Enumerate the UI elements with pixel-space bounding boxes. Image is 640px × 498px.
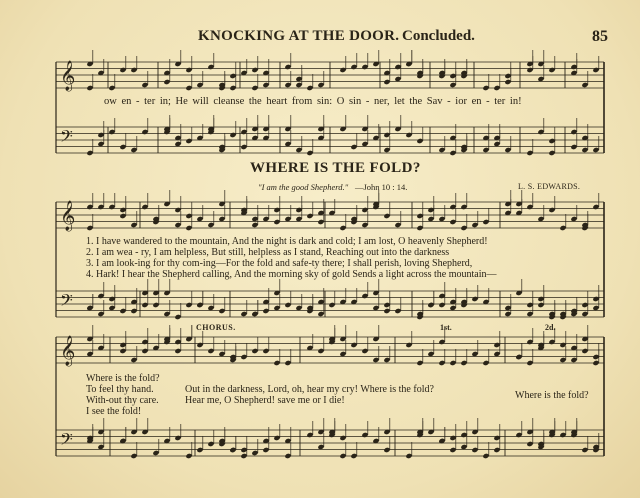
bass-clef-icon: 𝄢: [60, 126, 73, 150]
verse-4: 4. Hark! I hear the Shepherd calling, And the morning sky of gold Sends a light across the mountain—: [86, 269, 497, 280]
page-title: KNOCKING AT THE DOOR.: [198, 28, 400, 44]
chorus-middle-2: Hear me, O Shepherd! save me or I die!: [185, 395, 345, 406]
verse-3: 3. I am look-ing for thy com-ing—For the fold and safe-ty there; I shall perish, loving Shepherd,: [86, 258, 473, 269]
hymn-title: WHERE IS THE FOLD?: [250, 160, 421, 176]
verse-1: 1. I have wandered to the mountain, And the night is dark and cold; I am lost, O heavenly Shepherd!: [86, 236, 488, 247]
chorus-line-2: To feel thy hand.: [86, 384, 154, 395]
treble-clef-icon: 𝄞: [60, 336, 76, 366]
chorus-line-1: Where is the fold?: [86, 373, 160, 384]
chorus-middle-1: Out in the darkness, Lord, oh, hear my cry! Where is the fold?: [185, 384, 434, 395]
chorus-label: CHORUS.: [196, 323, 236, 332]
second-ending-label: 2d.: [545, 323, 556, 332]
first-ending-label: 1st.: [440, 323, 452, 332]
bass-clef-icon: 𝄢: [60, 429, 73, 453]
page-number: 85: [592, 28, 608, 45]
chorus-line-3: With-out thy care.: [86, 395, 159, 406]
knocking-lyric-line: ow en - ter in; He will cleanse the heart from sin: O sin - ner, let the Sav - ior en - ter in!: [104, 96, 522, 107]
treble-clef-icon: 𝄞: [60, 201, 76, 231]
bass-clef-icon: 𝄢: [60, 290, 73, 314]
hymn-scripture-reference: —John 10 : 14.: [355, 182, 408, 192]
concluded-label: Concluded.: [402, 28, 475, 44]
chorus-end-line: Where is the fold?: [515, 390, 589, 401]
hymn-composer: L. S. EDWARDS.: [518, 182, 581, 191]
hymn-subtitle: "I am the good Shepherd.": [258, 182, 349, 192]
treble-clef-icon: 𝄞: [60, 61, 76, 91]
verse-2: 2. I am wea - ry, I am helpless, But still, helpless as I stand, Reaching out into the darkness: [86, 247, 450, 258]
chorus-line-4: I see the fold!: [86, 406, 142, 417]
